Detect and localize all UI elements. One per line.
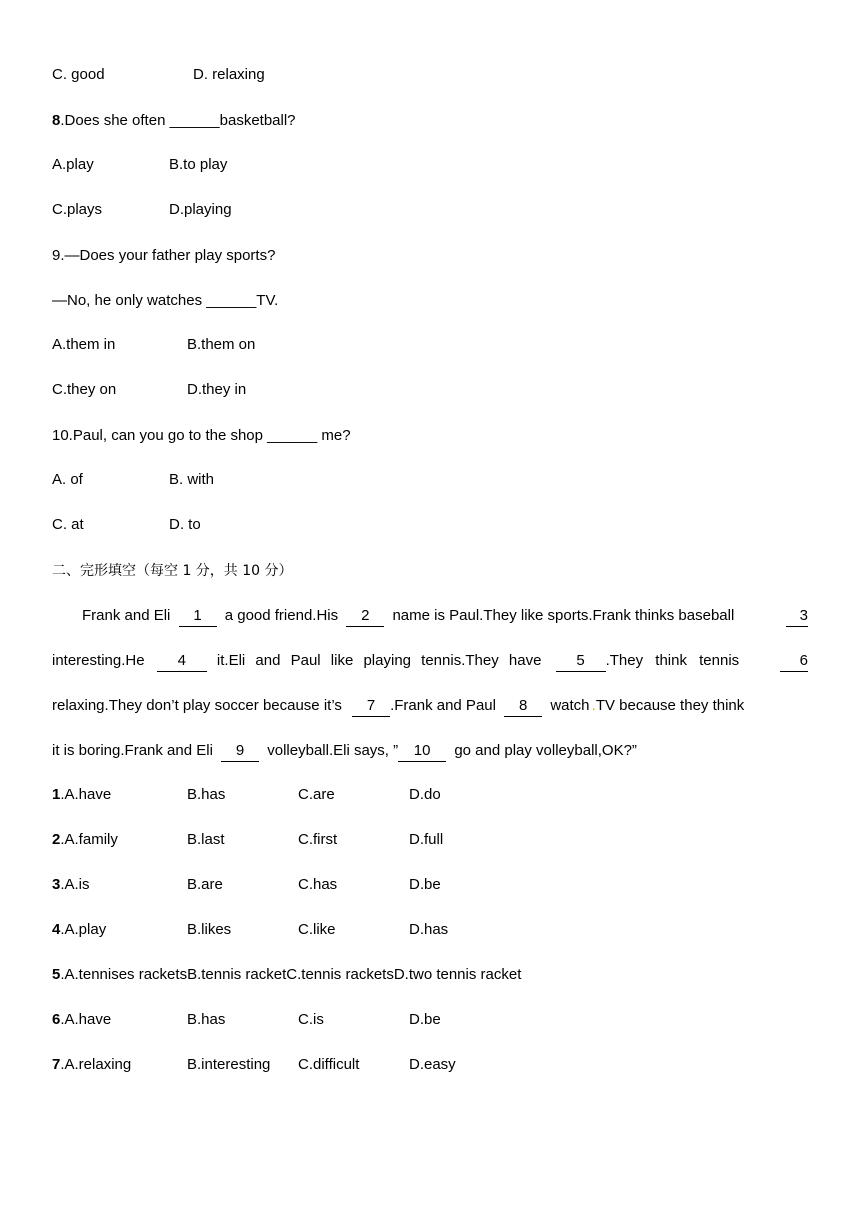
- blank-2: 2: [346, 606, 384, 627]
- q8-option-a: A.play: [52, 156, 94, 173]
- q9-option-d: D.they in: [187, 381, 247, 398]
- option-b: B.are: [187, 876, 223, 893]
- option-c: C.has: [298, 876, 338, 893]
- option-b: B.has: [187, 786, 226, 803]
- item-number: 1: [52, 786, 61, 803]
- blank-3: 3: [786, 606, 808, 627]
- q10-option-d: D. to: [169, 516, 201, 533]
- option-a: .A.family: [60, 831, 118, 848]
- q9-option-a: A.them in: [52, 336, 116, 353]
- blank-10: 10: [398, 741, 446, 762]
- item-number: 6: [52, 1011, 61, 1028]
- passage-line-1: [82, 606, 734, 627]
- passage-text: watch: [550, 697, 590, 714]
- blank-6: 6: [780, 651, 808, 672]
- passage-text: .Frank and Paul: [390, 697, 496, 714]
- blank-7: 7: [352, 696, 390, 717]
- option-a: .A.play: [60, 921, 107, 938]
- option-c: C.difficult: [298, 1056, 360, 1073]
- q9-option-c: C.they on: [52, 381, 117, 398]
- option-c: C.is: [298, 1011, 324, 1028]
- option-c: C.first: [298, 831, 338, 848]
- q8-option-b: B.to play: [169, 156, 228, 173]
- q10-option-a: A. of: [52, 471, 83, 488]
- question-text: .Does she often ______basketball?: [60, 112, 296, 129]
- q10-option-c: C. at: [52, 516, 84, 533]
- passage-text: it is boring.Frank and Eli: [52, 742, 213, 759]
- passage-text: Frank and Eli: [82, 607, 171, 624]
- item-number: 5: [52, 966, 61, 983]
- passage-line-4: [52, 741, 637, 762]
- cloze-item-7: [52, 1056, 131, 1073]
- option-a: .A.have: [60, 1011, 112, 1028]
- passage-line-2: [52, 651, 739, 672]
- option-c: C.are: [298, 786, 335, 803]
- blank-5: 5: [556, 651, 606, 672]
- item-number: 2: [52, 831, 61, 848]
- option-a: .A.is: [60, 876, 90, 893]
- option-a: .A.relaxing: [60, 1056, 132, 1073]
- passage-text: name is Paul.They like sports.Frank thinks baseball: [392, 607, 735, 624]
- blank-4: 4: [157, 651, 207, 672]
- cloze-item-6: [52, 1011, 111, 1028]
- stray-dot: .: [591, 697, 596, 714]
- cloze-item-2: [52, 831, 118, 848]
- passage-text: volleyball.Eli says, ”: [267, 742, 399, 759]
- passage-text: .They think tennis: [605, 652, 740, 669]
- option-a: .A.have: [60, 786, 112, 803]
- option-d: D.has: [409, 921, 449, 938]
- cloze-item-1: [52, 786, 111, 803]
- q9-option-b: B.them on: [187, 336, 256, 353]
- section-2-title: 二、完形填空（每空 1 分，共 10 分）: [52, 563, 293, 579]
- option-b: B.last: [187, 831, 225, 848]
- passage-text: a good friend.His: [224, 607, 339, 624]
- passage-text: go and play volleyball,OK?”: [454, 742, 637, 759]
- q7-option-c: C. good: [52, 66, 105, 83]
- option-d: D.full: [409, 831, 444, 848]
- question-9-answer-line: —No, he only watches ______TV.: [52, 292, 279, 309]
- item-number: 7: [52, 1056, 61, 1073]
- question-10: 10.Paul, can you go to the shop ______ me?: [52, 427, 351, 444]
- option-text: .A.tennises racketsB.tennis racketC.tennis racketsD.two tennis racket: [60, 966, 522, 983]
- passage-text: interesting.He: [52, 652, 145, 669]
- option-d: D.do: [409, 786, 441, 803]
- question-8: [52, 111, 296, 131]
- passage-line-3: [52, 696, 744, 717]
- question-number: 8: [52, 112, 61, 129]
- option-b: B.likes: [187, 921, 232, 938]
- cloze-item-4: [52, 921, 106, 938]
- option-d: D.be: [409, 876, 441, 893]
- option-b: B.interesting: [187, 1056, 271, 1073]
- passage-text: it.Eli and Paul like playing tennis.They have: [216, 652, 542, 669]
- passage-text: relaxing.They don’t play soccer because it’s: [52, 697, 342, 714]
- blank-8: 8: [504, 696, 542, 717]
- item-number: 3: [52, 876, 61, 893]
- blank-9: 9: [221, 741, 259, 762]
- item-number: 4: [52, 921, 61, 938]
- option-c: C.like: [298, 921, 336, 938]
- question-9: 9.—Does your father play sports?: [52, 247, 276, 264]
- blank-1: 1: [179, 606, 217, 627]
- q10-option-b: B. with: [169, 471, 215, 488]
- q7-option-d: D. relaxing: [193, 66, 265, 83]
- option-b: B.has: [187, 1011, 226, 1028]
- option-d: D.be: [409, 1011, 441, 1028]
- cloze-item-5: [52, 966, 521, 983]
- q8-option-d: D.playing: [169, 201, 232, 218]
- option-d: D.easy: [409, 1056, 456, 1073]
- cloze-item-3: [52, 876, 90, 893]
- passage-text: TV because they think: [595, 697, 745, 714]
- q8-option-c: C.plays: [52, 201, 103, 218]
